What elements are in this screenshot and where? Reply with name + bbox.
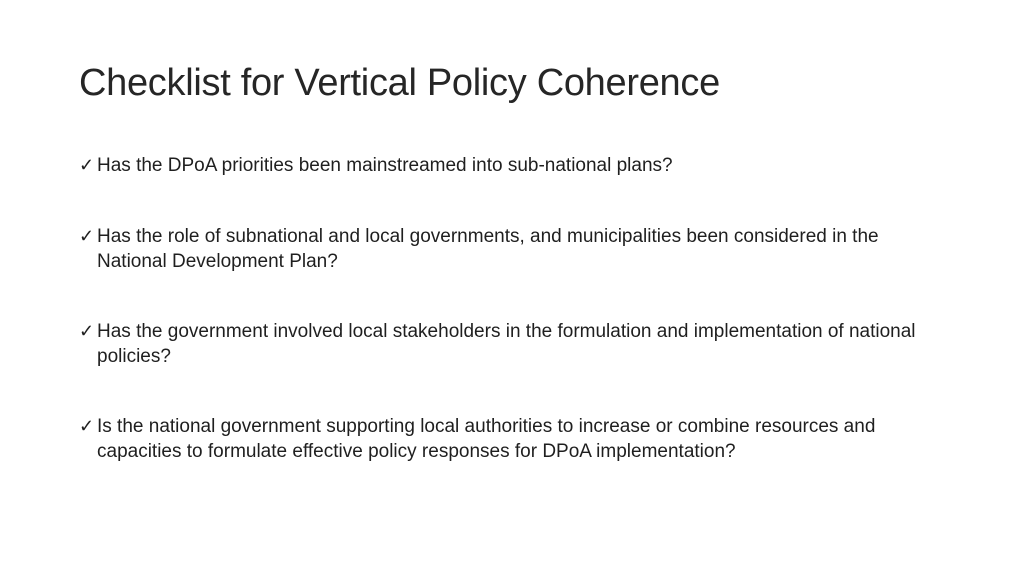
checklist-item	[79, 153, 979, 178]
checklist-item	[79, 414, 979, 464]
check-mark-icon: ✓	[79, 416, 95, 436]
checklist-item-text: Is the national government supporting local authorities to increase or combine resources and capacities to formulate effective policy responses for DPoA implementation?	[97, 416, 876, 462]
check-mark-icon: ✓	[79, 226, 95, 246]
checklist-item-text: Has the role of subnational and local governments, and municipalities been considered in the National Development Plan?	[97, 226, 879, 272]
slide-title: Checklist for Vertical Policy Coherence	[79, 62, 720, 104]
check-mark-icon: ✓	[79, 155, 95, 175]
checklist-item	[79, 319, 979, 369]
check-mark-icon: ✓	[79, 321, 95, 341]
checklist	[79, 153, 979, 464]
checklist-item	[79, 224, 979, 274]
checklist-item-text: Has the DPoA priorities been mainstreamed into sub-national plans?	[97, 155, 673, 176]
checklist-item-text: Has the government involved local stakeholders in the formulation and implementation of national policies?	[97, 321, 916, 367]
